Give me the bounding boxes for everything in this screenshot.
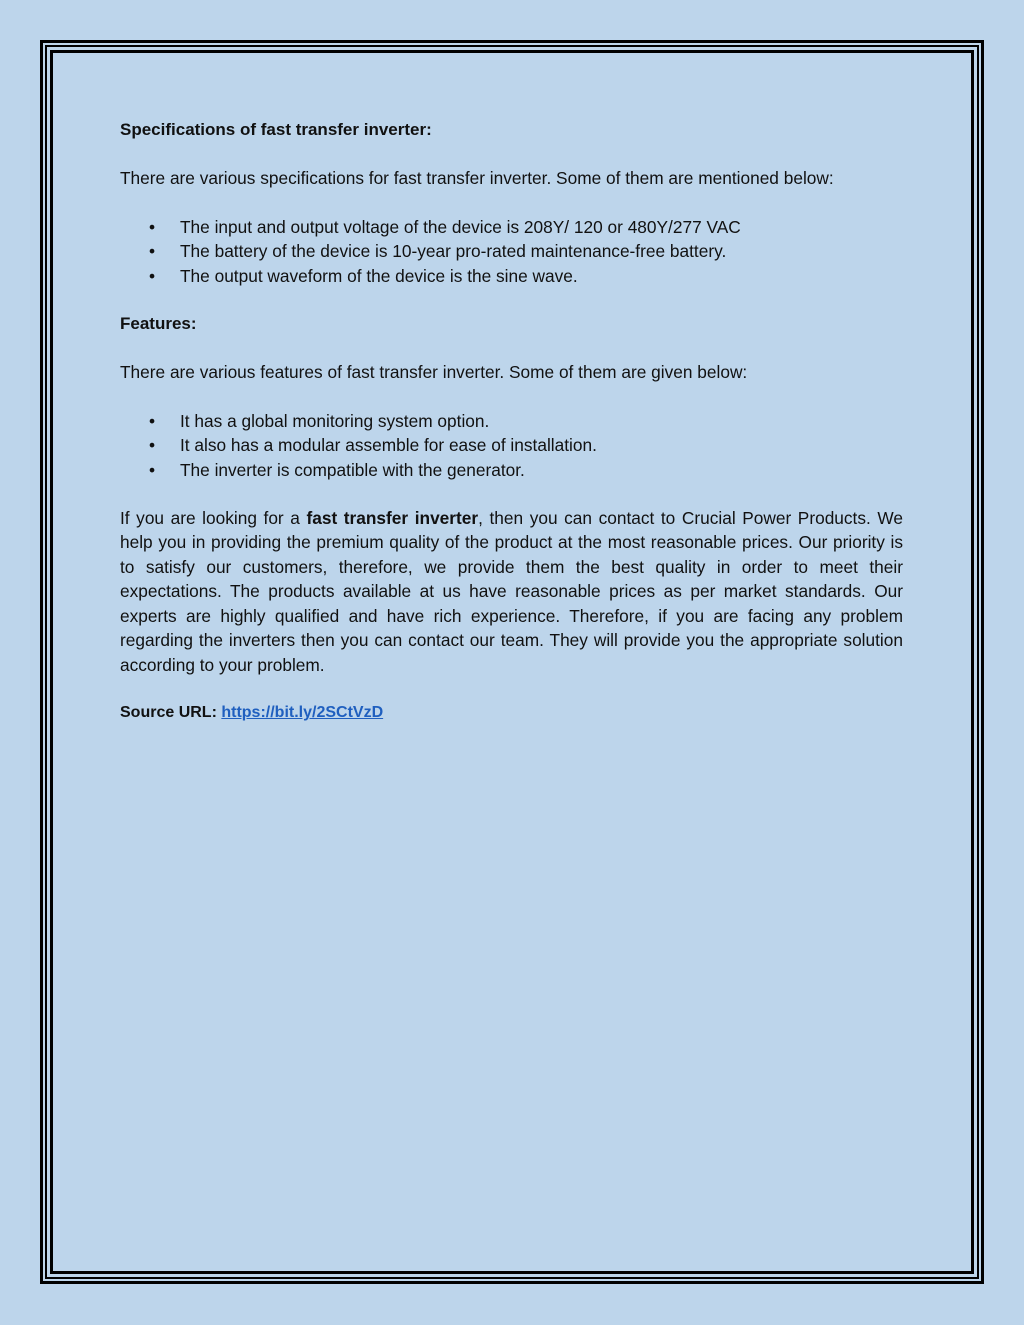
features-list: [120, 409, 903, 482]
specifications-list: [120, 215, 903, 288]
source-link[interactable]: https://bit.ly/2SCtVzD: [221, 703, 384, 721]
source-line: [120, 701, 903, 725]
list-item: [149, 458, 903, 482]
features-heading: Features:: [120, 314, 197, 334]
bullet-icon: •: [149, 410, 156, 431]
list-item-text: The input and output voltage of the device is 208Y/ 120 or 480Y/277 VAC: [180, 216, 741, 237]
bullet-icon: •: [149, 216, 156, 237]
list-item: [149, 239, 903, 263]
document-body: [120, 118, 903, 725]
list-item: [149, 264, 903, 288]
closing-rest-text: , then you can contact to Crucial Power Products. We help you in providing the premium quality of the product at the most reasonable prices. Our priority is to satisfy our customers, therefore, we provide them the best quality in order to meet their expectations. The products available at us have reasonable prices as per market standards. Our experts are highly qualified and have rich experience. Therefore, if you are facing any problem regarding the inverters then you can contact our team. They will provide you the appropriate solution according to your problem.: [120, 508, 903, 675]
closing-bold-keyword: fast transfer inverter: [306, 508, 479, 529]
specifications-heading: Specifications of fast transfer inverter:: [120, 120, 432, 139]
bullet-icon: •: [149, 435, 156, 456]
source-label: Source URL:: [120, 703, 222, 721]
list-item-text: The battery of the device is 10-year pro-rated maintenance-free battery.: [180, 241, 727, 262]
bullet-icon: •: [149, 265, 156, 286]
closing-paragraph: [120, 506, 903, 677]
list-item-text: The output waveform of the device is the sine wave.: [180, 265, 578, 286]
bullet-icon: •: [149, 241, 156, 262]
list-item: [149, 215, 903, 239]
closing-lead-text: If you are looking for a: [120, 508, 307, 529]
list-item: [149, 409, 903, 433]
specifications-intro: There are various specifications for fast transfer inverter. Some of them are mentioned below:: [120, 168, 834, 189]
list-item: [149, 433, 903, 457]
features-intro: There are various features of fast transfer inverter. Some of them are given below:: [120, 362, 748, 383]
list-item-text: It also has a modular assemble for ease of installation.: [180, 435, 597, 456]
list-item-text: It has a global monitoring system option.: [180, 410, 490, 431]
list-item-text: The inverter is compatible with the generator.: [180, 459, 525, 480]
bullet-icon: •: [149, 459, 156, 480]
